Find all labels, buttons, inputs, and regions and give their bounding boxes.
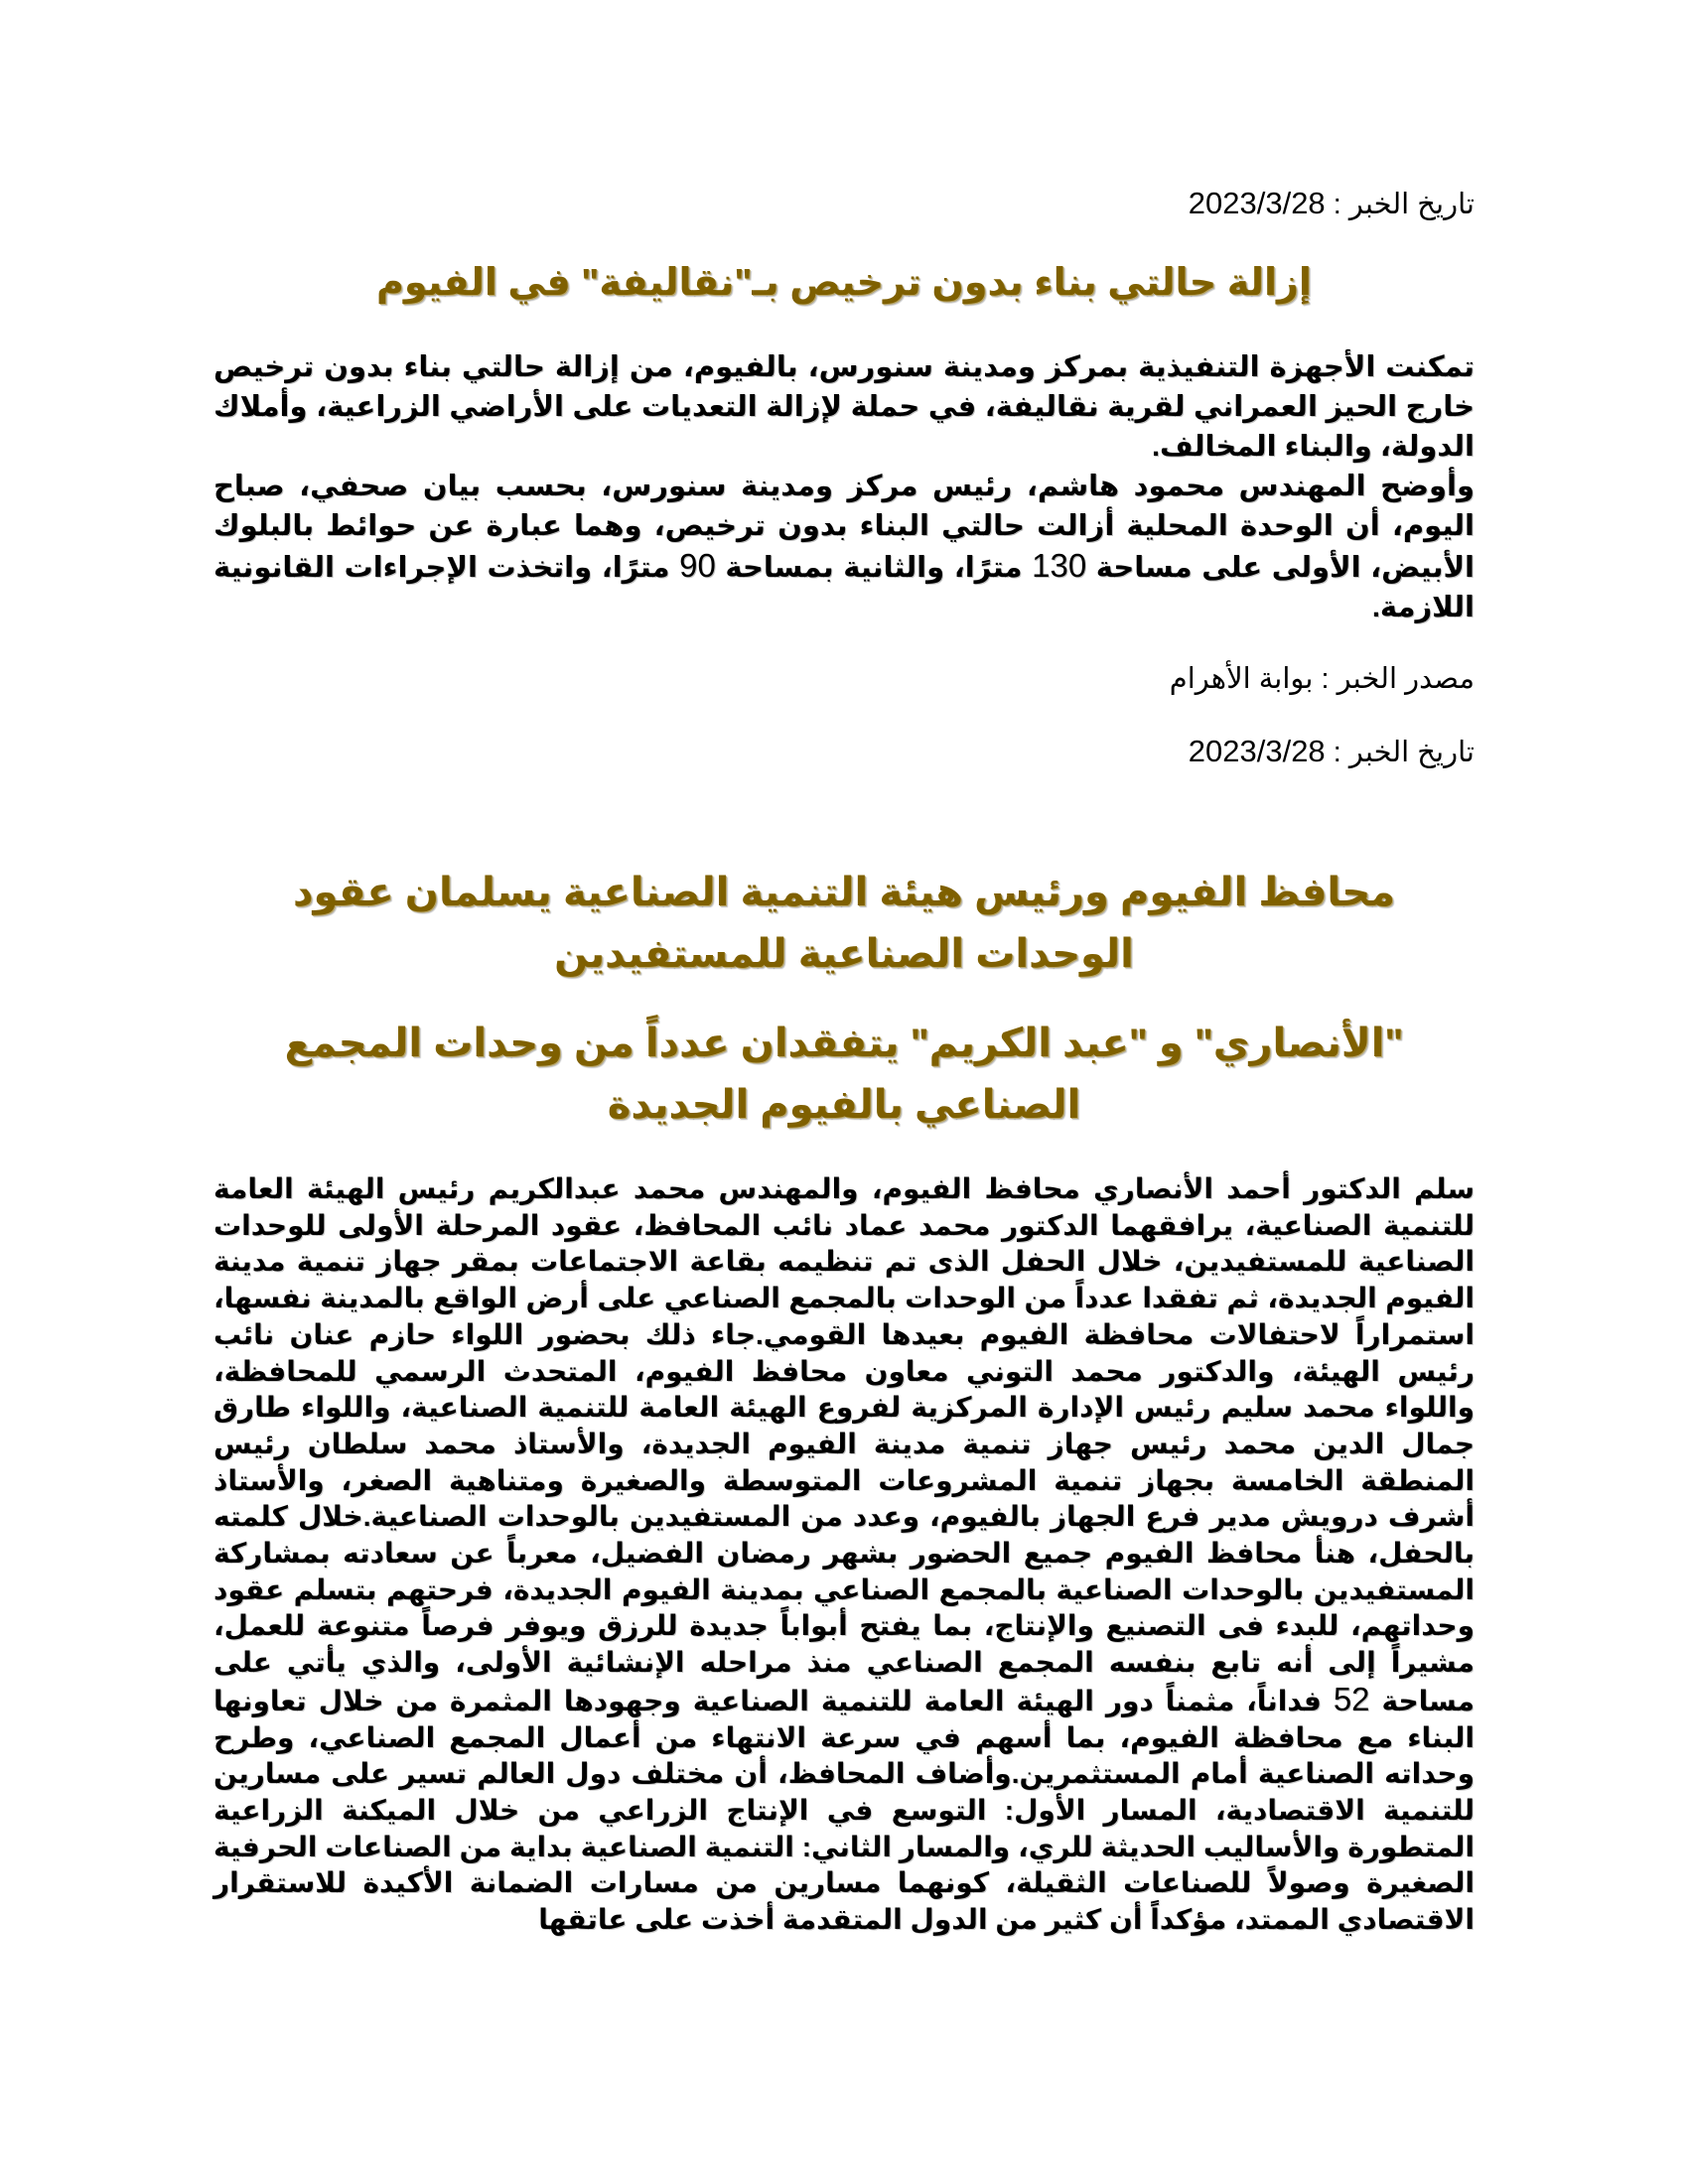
body-text-a: سلم الدكتور أحمد الأنصاري محافظ الفيوم، والمهندس محمد عبدالكريم رئيس الهيئة العامة للتنمية الصناعية، يرافقهما الدكتور محمد عماد نائب المحافظ، عقود المرحلة الأولى للوحدات الصناعية للمستفيدين، خلال الحفل الذى تم تنظيمه بقاعة الاجتماعات بمقر جهاز تنمية مدينة الفيوم الجديدة، ثم تفقدا عدداً من الوحدات بالمجمع الصناعي على أرض الواقع بالمدينة نفسها، استمراراً لاحتفالات محافظة الفيوم بعيدها القومي.جاء ذلك بحضور اللواء حازم عنان نائب رئيس الهيئة، والدكتور محمد التوني معاون محافظ الفيوم، المتحدث الرسمي للمحافظة، واللواء محمد سليم رئيس الإدارة المركزية لفروع الهيئة العامة للتنمية الصناعية، واللواء طارق جمال الدين محمد رئيس جهاز تنمية مدينة الفيوم الجديدة، والأستاذ محمد سلطان رئيس المنطقة الخامسة بجهاز تنمية المشروعات المتوسطة والصغيرة ومتناهية الصغر، والأستاذ أشرف درويش مدير فرع الجهاز بالفيوم، وعدد من المستفيدين بالوحدات الصناعية.خلال كلمته بالحفل، هنأ محافظ الفيوم جميع الحضور بشهر رمضان الفضيل، معرباً عن سعادته بمشاركة المستفيدين بالوحدات الصناعية بالمجمع الصناعي بمدينة الفيوم الجديدة، فرحتهم بتسلم عقود وحداتهم، للبدء فى التصنيع والإنتاج، بما يفتح أبواباً جديدة للرزق ويوفر فرصاً متنوعة للعمل، مشيراً إلى أنه تابع بنفسه المجمع الصناعي منذ مراحله الإنشائية الأولى، والذي يأتي على مساحة — [213, 1173, 1476, 1716]
article-2 — [213, 862, 1475, 1939]
area-value-1: 130 — [1032, 547, 1087, 584]
article-1-paragraph-1: تمكنت الأجهزة التنفيذية بمركز ومدينة سنورس، بالفيوم، من إزالة حالتي بناء بدون ترخيص خارج الحيز العمراني لقرية نقاليفة، في حملة لإزالة التعديات على الأراضي الزراعية، وأملاك الدولة، والبناء المخالف. — [213, 351, 1475, 463]
date-value: 2023/3/28 — [1188, 734, 1326, 768]
date-value: 2023/3/28 — [1188, 186, 1326, 220]
article-2-date — [213, 732, 1475, 772]
body-text-b: فداناً، مثمناً دور الهيئة العامة للتنمية الصناعية وجهودها المثمرة من خلال تعاونها البناء مع محافظة الفيوم، بما أسهم في سرعة الانتهاء من أعمال المجمع الصناعي، وطرح وحداته الصناعية أمام المستثمرين.وأضاف المحافظ، أن مختلف دول العالم تسير على مسارين للتنمية الاقتصادية، المسار الأول: التوسع في الإنتاج الزراعي من خلال الميكنة الزراعية المتطورة والأساليب الحديثة للري، والمسار الثاني: التنمية الصناعية بداية من الصناعات الحرفية الصغيرة وصولاً للصناعات الثقيلة، كونهما مسارين من مسارات الضمانة الأكيدة للاستقرار الاقتصادي الممتد، مؤكداً أن كثير من الدول المتقدمة أخذت على عاتقها — [213, 1685, 1475, 1936]
article-1 — [213, 184, 1475, 772]
date-label: تاريخ الخبر : — [1333, 189, 1475, 220]
paragraph-2-text-c: مترًا، واتخذت الإجراءات القانونية اللازمة. — [213, 552, 1475, 623]
article-1-title: إزالة حالتي بناء بدون ترخيص بـ"نقاليفة" في الفيوم — [376, 262, 1312, 304]
article-1-source — [213, 659, 1475, 699]
document-page — [213, 184, 1475, 1939]
article-1-paragraph-2 — [213, 467, 1475, 627]
area-value-2: 90 — [679, 547, 716, 584]
paragraph-2-text-b: مترًا، والثانية بمساحة — [725, 552, 1023, 584]
paragraph-2-text-a: وأوضح المهندس محمود هاشم، رئيس مركز ومدينة سنورس، بحسب بيان صحفي، صباح اليوم، أن الوحدة المحلية أزالت حالتي البناء بدون ترخيص، وهما عبارة عن حوائط بالبلوك الأبيض، الأولى على مساحة — [213, 471, 1475, 584]
article-2-body — [213, 1171, 1475, 1939]
article-2-subtitle: "الأنصاري" و "عبد الكريم" يتفقدان عدداً من وحدات المجمع الصناعي بالفيوم الجديدة — [284, 1022, 1404, 1127]
article-1-date — [213, 184, 1475, 224]
article-2-title: محافظ الفيوم ورئيس هيئة التنمية الصناعية يسلمان عقود الوحدات الصناعية للمستفيدين — [292, 871, 1396, 976]
source-value: بوابة الأهرام — [1169, 663, 1314, 695]
source-label: مصدر الخبر : — [1321, 663, 1475, 695]
area-feddan-value: 52 — [1333, 1680, 1370, 1717]
date-label: تاريخ الخبر : — [1333, 737, 1475, 768]
